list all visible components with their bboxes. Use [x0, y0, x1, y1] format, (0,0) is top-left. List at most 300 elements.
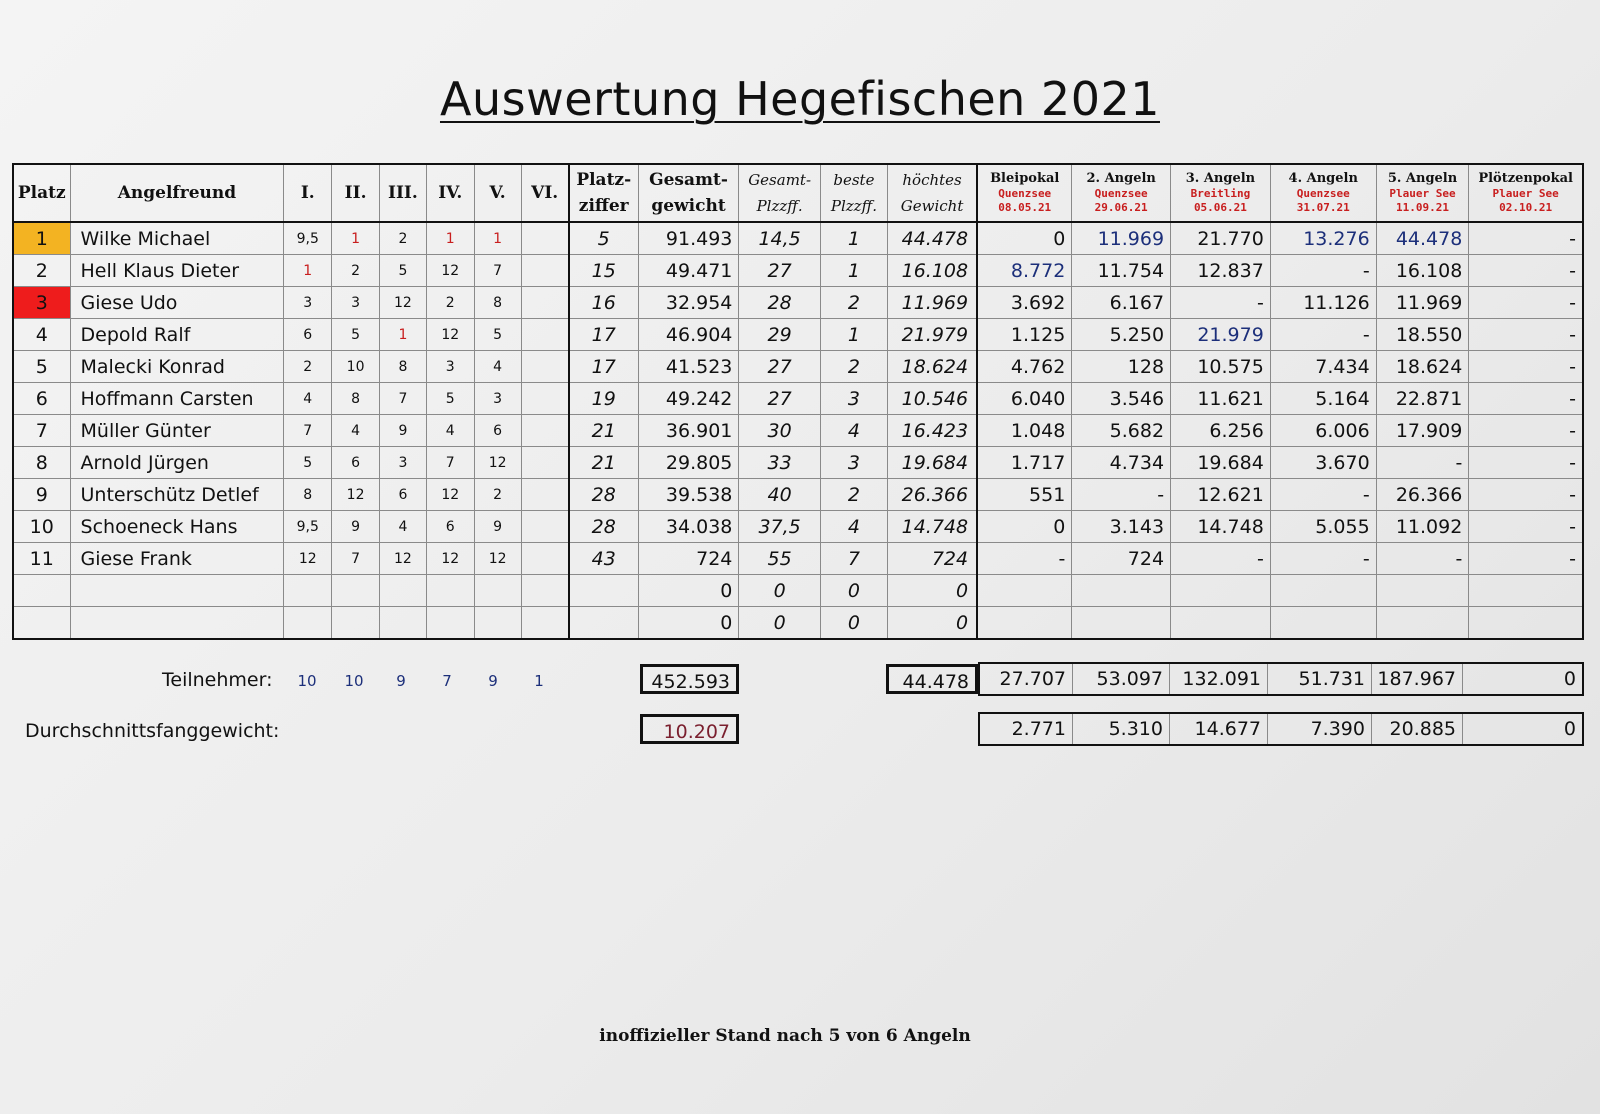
platzziffer-cell: 21 [569, 447, 638, 479]
event-5-cell [1376, 575, 1469, 607]
angler-name: Müller Günter [70, 415, 284, 447]
round-4-cell: 1 [426, 222, 474, 255]
event-4-cell: - [1270, 319, 1376, 351]
event-6-cell: - [1469, 447, 1583, 479]
round-2-cell: 1 [332, 222, 380, 255]
gesamtgewicht-cell: 0 [638, 575, 739, 607]
event-3-cell: 21.979 [1171, 319, 1271, 351]
round-1-cell: 1 [284, 255, 332, 287]
event-3-cell [1171, 607, 1271, 640]
hoechstes-gewicht-cell: 19.684 [888, 447, 978, 479]
event-6-cell: - [1469, 222, 1583, 255]
angler-name: Hoffmann Carsten [70, 383, 284, 415]
header-event-4: 4. Angeln Quenzsee 31.07.21 [1270, 164, 1376, 222]
event-4-cell [1270, 607, 1376, 640]
gesamtgewicht-cell: 41.523 [638, 351, 739, 383]
round-3-cell: 2 [380, 222, 427, 255]
round-5-cell: 8 [474, 287, 521, 319]
event-totals-strip [978, 662, 1584, 696]
round-1-cell [284, 607, 332, 640]
header-round-1: I. [284, 164, 332, 222]
round-4-cell: 5 [426, 383, 474, 415]
round-3-cell: 6 [380, 479, 427, 511]
round-5-cell: 3 [474, 383, 521, 415]
round-5-cell: 12 [474, 447, 521, 479]
gesamtgewicht-cell: 34.038 [638, 511, 739, 543]
hoechstes-gewicht-cell: 26.366 [888, 479, 978, 511]
platzziffer-cell: 17 [569, 351, 638, 383]
angler-name: Unterschütz Detlef [70, 479, 284, 511]
gesamt-plzzff-cell: 27 [739, 351, 820, 383]
footer-note: inoffizieller Stand nach 5 von 6 Angeln [599, 1026, 971, 1046]
event-3-cell: 12.837 [1171, 255, 1271, 287]
round-4-cell: 6 [426, 511, 474, 543]
platz-cell: 10 [13, 511, 70, 543]
platzziffer-cell [569, 607, 638, 640]
gesamt-plzzff-cell: 55 [739, 543, 820, 575]
hoechstes-gewicht-cell: 0 [888, 575, 978, 607]
round-2-cell: 8 [332, 383, 380, 415]
event-1-cell: 8.772 [977, 255, 1072, 287]
event-avg-3: 14.677 [1170, 714, 1268, 744]
round-4-cell: 12 [426, 479, 474, 511]
table-row [13, 575, 1583, 607]
header-round-2: II. [332, 164, 380, 222]
round-5-cell [474, 607, 521, 640]
round-5-cell: 9 [474, 511, 521, 543]
round-2-cell [332, 575, 380, 607]
round-4-cell: 2 [426, 287, 474, 319]
round-3-cell: 4 [380, 511, 427, 543]
gesamtgewicht-cell: 724 [638, 543, 739, 575]
max-weight-box: 44.478 [886, 664, 978, 694]
round-6-cell [521, 447, 569, 479]
event-2-cell: 3.143 [1072, 511, 1171, 543]
event-5-cell: 11.092 [1376, 511, 1469, 543]
round-2-cell: 2 [332, 255, 380, 287]
event-4-cell: 5.164 [1270, 383, 1376, 415]
round-1-cell: 8 [284, 479, 332, 511]
platz-cell: 2 [13, 255, 70, 287]
round-1-cell: 7 [284, 415, 332, 447]
event-6-cell: - [1469, 319, 1583, 351]
event-1-cell: - [977, 543, 1072, 575]
event-1-cell: 0 [977, 222, 1072, 255]
event-2-cell: 5.682 [1072, 415, 1171, 447]
platzziffer-cell: 43 [569, 543, 638, 575]
round-3-cell: 5 [380, 255, 427, 287]
gesamtgewicht-cell: 29.805 [638, 447, 739, 479]
platzziffer-cell: 15 [569, 255, 638, 287]
event-4-cell [1270, 575, 1376, 607]
platzziffer-cell: 17 [569, 319, 638, 351]
gesamt-plzzff-cell: 27 [739, 383, 820, 415]
gesamtgewicht-cell: 39.538 [638, 479, 739, 511]
angler-name: Arnold Jürgen [70, 447, 284, 479]
event-4-cell: 6.006 [1270, 415, 1376, 447]
event-1-cell: 551 [977, 479, 1072, 511]
gesamtgewicht-cell: 91.493 [638, 222, 739, 255]
beste-plzzff-cell: 1 [820, 255, 887, 287]
round-5-cell: 12 [474, 543, 521, 575]
round-1-cell [284, 575, 332, 607]
event-2-cell [1072, 607, 1171, 640]
gesamt-plzzff-cell: 14,5 [739, 222, 820, 255]
event-3-cell: 10.575 [1171, 351, 1271, 383]
platzziffer-cell: 19 [569, 383, 638, 415]
round-5-cell: 4 [474, 351, 521, 383]
round-1-cell: 9,5 [284, 222, 332, 255]
gesamtgewicht-cell: 49.471 [638, 255, 739, 287]
event-avgs-strip [978, 712, 1584, 746]
round-4-cell: 4 [426, 415, 474, 447]
header-gesamt-plzzff: Gesamt- Plzzff. [739, 164, 820, 222]
round-3-cell [380, 575, 427, 607]
round-6-cell [521, 351, 569, 383]
hoechstes-gewicht-cell: 10.546 [888, 383, 978, 415]
round-2-cell: 3 [332, 287, 380, 319]
beste-plzzff-cell: 7 [820, 543, 887, 575]
angler-name: Hell Klaus Dieter [70, 255, 284, 287]
event-avg-4: 7.390 [1268, 714, 1372, 744]
event-total-5: 187.967 [1372, 664, 1463, 694]
event-4-cell: 5.055 [1270, 511, 1376, 543]
gesamt-plzzff-cell: 29 [739, 319, 820, 351]
event-6-cell: - [1469, 479, 1583, 511]
header-platzziffer: Platz- ziffer [569, 164, 638, 222]
gesamt-plzzff-cell: 0 [739, 575, 820, 607]
table-row [13, 479, 1583, 511]
round-2-cell: 9 [332, 511, 380, 543]
event-3-cell: - [1171, 287, 1271, 319]
event-total-2: 53.097 [1073, 664, 1170, 694]
round-2-cell: 4 [332, 415, 380, 447]
avg-weight-box: 10.207 [640, 714, 739, 744]
angler-name: Schoeneck Hans [70, 511, 284, 543]
header-round-3: III. [380, 164, 427, 222]
platz-cell: 7 [13, 415, 70, 447]
round-1-cell: 9,5 [284, 511, 332, 543]
round-1-cell: 4 [284, 383, 332, 415]
platz-cell [13, 575, 70, 607]
event-5-cell: 11.969 [1376, 287, 1469, 319]
round-5-cell: 6 [474, 415, 521, 447]
event-1-cell: 6.040 [977, 383, 1072, 415]
hoechstes-gewicht-cell: 16.423 [888, 415, 978, 447]
round-2-cell: 6 [332, 447, 380, 479]
hoechstes-gewicht-cell: 11.969 [888, 287, 978, 319]
gesamtgewicht-cell: 0 [638, 607, 739, 640]
round-6-cell [521, 607, 569, 640]
platz-cell: 8 [13, 447, 70, 479]
event-3-cell: 11.621 [1171, 383, 1271, 415]
header-event-6: Plötzenpokal Plauer See 02.10.21 [1469, 164, 1583, 222]
event-6-cell [1469, 575, 1583, 607]
hoechstes-gewicht-cell: 14.748 [888, 511, 978, 543]
header-beste-plzzff: beste Plzzff. [820, 164, 887, 222]
beste-plzzff-cell: 1 [820, 319, 887, 351]
total-weight-box: 452.593 [640, 664, 739, 694]
event-6-cell: - [1469, 415, 1583, 447]
event-2-cell: - [1072, 479, 1171, 511]
table-row [13, 383, 1583, 415]
round-6-cell [521, 255, 569, 287]
round-6-cell [521, 222, 569, 255]
beste-plzzff-cell: 2 [820, 479, 887, 511]
event-6-cell: - [1469, 351, 1583, 383]
hoechstes-gewicht-cell: 16.108 [888, 255, 978, 287]
platz-cell: 6 [13, 383, 70, 415]
angler-name [70, 607, 284, 640]
event-3-cell: 6.256 [1171, 415, 1271, 447]
beste-plzzff-cell: 0 [820, 575, 887, 607]
event-2-cell: 11.969 [1072, 222, 1171, 255]
teilnehmer-label: Teilnehmer: [162, 669, 273, 691]
header-angelfreund: Angelfreund [70, 164, 284, 222]
round-5-cell [474, 575, 521, 607]
event-total-3: 132.091 [1170, 664, 1268, 694]
table-row [13, 415, 1583, 447]
round-2-cell: 10 [332, 351, 380, 383]
event-3-cell: 21.770 [1171, 222, 1271, 255]
event-total-1: 27.707 [980, 664, 1073, 694]
event-4-cell: 13.276 [1270, 222, 1376, 255]
event-2-cell: 5.250 [1072, 319, 1171, 351]
event-2-cell: 3.546 [1072, 383, 1171, 415]
event-2-cell: 4.734 [1072, 447, 1171, 479]
beste-plzzff-cell: 4 [820, 511, 887, 543]
round-6-cell [521, 543, 569, 575]
table-row [13, 511, 1583, 543]
event-4-cell: 11.126 [1270, 287, 1376, 319]
event-3-cell: 14.748 [1171, 511, 1271, 543]
event-avg-1: 2.771 [980, 714, 1073, 744]
angler-name: Malecki Konrad [70, 351, 284, 383]
gesamtgewicht-cell: 49.242 [638, 383, 739, 415]
header-event-2: 2. Angeln Quenzsee 29.06.21 [1072, 164, 1171, 222]
platz-cell: 4 [13, 319, 70, 351]
event-3-cell [1171, 575, 1271, 607]
round-6-cell [521, 383, 569, 415]
event-1-cell: 3.692 [977, 287, 1072, 319]
event-1-cell: 1.048 [977, 415, 1072, 447]
hoechstes-gewicht-cell: 18.624 [888, 351, 978, 383]
event-3-cell: - [1171, 543, 1271, 575]
round-4-cell [426, 607, 474, 640]
gesamt-plzzff-cell: 37,5 [739, 511, 820, 543]
beste-plzzff-cell: 0 [820, 607, 887, 640]
platzziffer-cell: 16 [569, 287, 638, 319]
platz-cell: 9 [13, 479, 70, 511]
table-row [13, 351, 1583, 383]
teilnehmer-count-4: 7 [442, 672, 452, 690]
gesamt-plzzff-cell: 27 [739, 255, 820, 287]
event-2-cell: 6.167 [1072, 287, 1171, 319]
platzziffer-cell [569, 575, 638, 607]
gesamtgewicht-cell: 36.901 [638, 415, 739, 447]
hoechstes-gewicht-cell: 724 [888, 543, 978, 575]
event-6-cell: - [1469, 383, 1583, 415]
header-gesamtgewicht: Gesamt- gewicht [638, 164, 739, 222]
gesamt-plzzff-cell: 40 [739, 479, 820, 511]
event-4-cell: 3.670 [1270, 447, 1376, 479]
header-hoechstes-gewicht: höchtes Gewicht [888, 164, 978, 222]
page-title: Auswertung Hegefischen 2021 [439, 72, 1160, 126]
round-5-cell: 2 [474, 479, 521, 511]
round-4-cell: 12 [426, 255, 474, 287]
platzziffer-cell: 28 [569, 479, 638, 511]
round-4-cell: 7 [426, 447, 474, 479]
event-6-cell: - [1469, 287, 1583, 319]
round-2-cell [332, 607, 380, 640]
teilnehmer-count-2: 10 [344, 672, 364, 690]
event-1-cell: 0 [977, 511, 1072, 543]
round-1-cell: 12 [284, 543, 332, 575]
event-4-cell: - [1270, 543, 1376, 575]
gesamt-plzzff-cell: 0 [739, 607, 820, 640]
event-2-cell: 128 [1072, 351, 1171, 383]
angler-name: Wilke Michael [70, 222, 284, 255]
event-4-cell: - [1270, 479, 1376, 511]
event-1-cell: 1.125 [977, 319, 1072, 351]
event-5-cell: 16.108 [1376, 255, 1469, 287]
results-table [12, 163, 1584, 640]
round-3-cell: 7 [380, 383, 427, 415]
event-6-cell: - [1469, 543, 1583, 575]
event-4-cell: - [1270, 255, 1376, 287]
platz-cell: 1 [13, 222, 70, 255]
header-platz: Platz [13, 164, 70, 222]
event-1-cell: 4.762 [977, 351, 1072, 383]
event-5-cell: 17.909 [1376, 415, 1469, 447]
round-5-cell: 1 [474, 222, 521, 255]
platz-cell: 11 [13, 543, 70, 575]
event-2-cell: 11.754 [1072, 255, 1171, 287]
event-6-cell: - [1469, 511, 1583, 543]
event-avg-5: 20.885 [1372, 714, 1463, 744]
platzziffer-cell: 28 [569, 511, 638, 543]
gesamtgewicht-cell: 46.904 [638, 319, 739, 351]
round-1-cell: 2 [284, 351, 332, 383]
platz-cell: 3 [13, 287, 70, 319]
round-6-cell [521, 479, 569, 511]
teilnehmer-count-6: 1 [534, 672, 544, 690]
event-2-cell [1072, 575, 1171, 607]
hoechstes-gewicht-cell: 0 [888, 607, 978, 640]
round-4-cell: 3 [426, 351, 474, 383]
hoechstes-gewicht-cell: 44.478 [888, 222, 978, 255]
round-2-cell: 12 [332, 479, 380, 511]
round-3-cell [380, 607, 427, 640]
event-avg-6: 0 [1563, 718, 1576, 740]
round-4-cell: 12 [426, 319, 474, 351]
header-round-4: IV. [426, 164, 474, 222]
angler-name: Giese Frank [70, 543, 284, 575]
header-event-1: Bleipokal Quenzsee 08.05.21 [977, 164, 1072, 222]
header-event-5: 5. Angeln Plauer See 11.09.21 [1376, 164, 1469, 222]
round-3-cell: 12 [380, 543, 427, 575]
round-5-cell: 5 [474, 319, 521, 351]
gesamt-plzzff-cell: 33 [739, 447, 820, 479]
round-3-cell: 8 [380, 351, 427, 383]
angler-name: Depold Ralf [70, 319, 284, 351]
round-2-cell: 5 [332, 319, 380, 351]
event-5-cell: - [1376, 543, 1469, 575]
header-round-6: VI. [521, 164, 569, 222]
table-row [13, 607, 1583, 640]
event-5-cell: 18.550 [1376, 319, 1469, 351]
event-1-cell [977, 607, 1072, 640]
table-row [13, 543, 1583, 575]
round-3-cell: 1 [380, 319, 427, 351]
teilnehmer-count-3: 9 [396, 672, 406, 690]
teilnehmer-count-5: 9 [488, 672, 498, 690]
beste-plzzff-cell: 1 [820, 222, 887, 255]
round-2-cell: 7 [332, 543, 380, 575]
event-5-cell: 18.624 [1376, 351, 1469, 383]
round-3-cell: 3 [380, 447, 427, 479]
round-3-cell: 12 [380, 287, 427, 319]
event-5-cell [1376, 607, 1469, 640]
table-row [13, 447, 1583, 479]
event-1-cell [977, 575, 1072, 607]
angler-name: Giese Udo [70, 287, 284, 319]
gesamtgewicht-cell: 32.954 [638, 287, 739, 319]
header-event-3: 3. Angeln Breitling 05.06.21 [1171, 164, 1271, 222]
round-4-cell [426, 575, 474, 607]
table-row [13, 287, 1583, 319]
beste-plzzff-cell: 3 [820, 383, 887, 415]
avg-label: Durchschnittsfanggewicht: [25, 720, 280, 742]
event-3-cell: 12.621 [1171, 479, 1271, 511]
event-5-cell: 22.871 [1376, 383, 1469, 415]
round-1-cell: 3 [284, 287, 332, 319]
round-6-cell [521, 511, 569, 543]
round-6-cell [521, 287, 569, 319]
platzziffer-cell: 21 [569, 415, 638, 447]
platz-cell: 5 [13, 351, 70, 383]
header-round-5: V. [474, 164, 521, 222]
round-4-cell: 12 [426, 543, 474, 575]
header-row [13, 164, 1583, 222]
event-6-cell: - [1469, 255, 1583, 287]
event-total-4: 51.731 [1268, 664, 1372, 694]
platz-cell [13, 607, 70, 640]
beste-plzzff-cell: 4 [820, 415, 887, 447]
event-4-cell: 7.434 [1270, 351, 1376, 383]
beste-plzzff-cell: 2 [820, 287, 887, 319]
round-6-cell [521, 319, 569, 351]
event-2-cell: 724 [1072, 543, 1171, 575]
teilnehmer-count-1: 10 [297, 672, 317, 690]
beste-plzzff-cell: 3 [820, 447, 887, 479]
event-3-cell: 19.684 [1171, 447, 1271, 479]
round-1-cell: 6 [284, 319, 332, 351]
results-body [13, 222, 1583, 639]
event-5-cell: 26.366 [1376, 479, 1469, 511]
event-1-cell: 1.717 [977, 447, 1072, 479]
event-5-cell: - [1376, 447, 1469, 479]
event-5-cell: 44.478 [1376, 222, 1469, 255]
round-6-cell [521, 415, 569, 447]
event-avg-2: 5.310 [1073, 714, 1170, 744]
platzziffer-cell: 5 [569, 222, 638, 255]
table-row [13, 319, 1583, 351]
round-6-cell [521, 575, 569, 607]
round-1-cell: 5 [284, 447, 332, 479]
gesamt-plzzff-cell: 30 [739, 415, 820, 447]
table-row [13, 255, 1583, 287]
